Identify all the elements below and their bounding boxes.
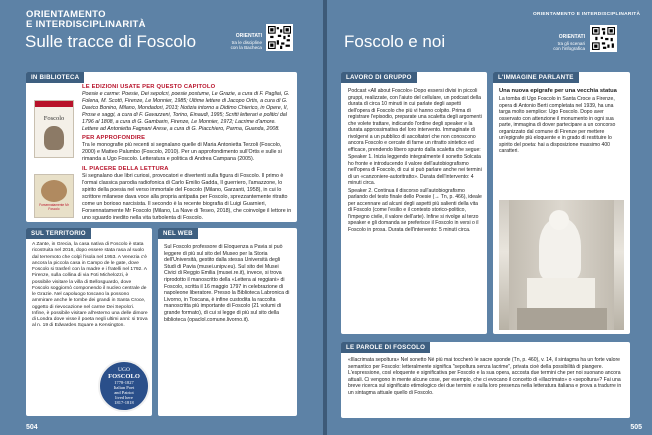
territorio-tab: SUL TERRITORIO <box>26 228 91 239</box>
left-kicker: ORIENTAMENTO E INTERDISCIPLINARITÀ <box>26 9 146 30</box>
immagine-heading: Una nuova epigrafe per una vecchia statua <box>499 88 617 94</box>
immagine-text: La tomba di Ugo Foscolo in Santa Croce a Firenze, opera di Antonio Berti completata nel 1939, ha una targa molto semplice: Ugo Foscolo. Dopo aver osservato con attenzione il monumento in ogni sua parte, immagina di dover partecipare a un concorso organizzato dal comune di Firenze per mettere un'epigrafe più eloquente e in grado di restituire lo spirito del poeta: hai a disposizione massimo 400 caratteri. <box>499 96 616 154</box>
book-cover-title: Forsennatamente Mr Foscolo <box>39 203 69 211</box>
gruppo-box <box>341 72 487 334</box>
qr-code-left[interactable] <box>266 24 293 51</box>
gruppo-tab: LAVORO DI GRUPPO <box>341 72 417 83</box>
page-number-left: 504 <box>26 424 38 431</box>
territorio-box <box>26 228 152 416</box>
biblioteca-tab: IN BIBLIOTECA <box>26 72 84 83</box>
section-text: Tra le monografie più recenti si segnalano quelle di Maria Antonietta Terzoli (Foscolo, 2000) e Matteo Palumbo (Foscolo, 2010). Per un approfondimento sull'Ortis e sulle si rimanda a Ugo Foscolo. Letteratura e politica di Andrea Campana (2005). <box>82 142 282 163</box>
immagine-box <box>493 72 630 334</box>
section-heading: LE EDIZIONI USATE PER QUESTO CAPITOLO <box>82 84 216 90</box>
gruppo-text: Podcast «All about Foscolo» Dopo essersi divisi in piccoli gruppi, realizzate, con l'aiuto del cellulare, un podcast della durata di circa 10 minuti in cui parlate degli aspetti dell'opera di Foscolo che più vi hanno colpito. Prima di registrare l'episodio, preparate una scaletta degli argomenti che volete trattare, indicando l'ordine degli speaker e la durata approssimativa del loro intervento. Immaginate di rivolgervi a un pubblico di ascoltatori che non conoscono ancora Foscolo e cercate di farne un ritratto sintetico ed efficace, prendendo libero spunto dalla scaletta che segue: <box>348 88 482 153</box>
web-text: Sul Foscolo professore di Eloquenza a Pavia si può leggere di più sul sito del Museo per la Storia dell'Università, gestito dalla stessa Università degli Studi di Pavia (musei.unipv.eu). Sul sito dei Musei Civici di Reggio Emilia (musei.re.it), invece, si trova riprodotto il manoscritto della «Lettera ai reggiani» di Foscolo, scritta il 16 maggio 1797 in celebrazione di napoleone liberatore. Presso la Biblioteca Labronica di Livorno, in Toscana, è infine custodita la raccolta manoscritta più importante di Foscolo (21 volumi di grande formato), di cui si legge di più sul sito della biblioteca (opaclol.comune.livorno.it). <box>164 244 290 323</box>
parole-tab: LE PAROLE DI FOSCOLO <box>341 342 430 353</box>
page-title-right: Foscolo e noi <box>344 32 446 51</box>
qr-note-left: ORIENTATI tra le discipline con la Bacheca <box>230 33 262 51</box>
immagine-tab: L'IMMAGINE PARLANTE <box>493 72 579 83</box>
section-heading: PER APPROFONDIRE <box>82 135 146 142</box>
page-number-right: 505 <box>630 424 642 431</box>
web-tab: NEL WEB <box>158 228 198 239</box>
qr-icon <box>268 26 291 49</box>
biblioteca-box <box>26 72 297 222</box>
parole-box <box>341 342 630 418</box>
territorio-text: A Zante, in Grecia, la casa nativa di Foscolo è stata ricostruita nel 2016, dopo essere stata rasa al suolo dal terremoto che colpì l'isola nel 1953. A Venezia c'è ancora la piccola casa in Campo de le gate, dove Foscolo si trasferì con la madre e i fratelli nel 1792. A Firenze, sulla collina di via Foti Michelozzi, è possibile visitare la villa di Bellosguardo, dove Foscolo soggiornò componendo il nucleo centrale de le Grazie. Nel capoluogo toscano la possono ammirare anche le tombe dei grandi in Santa Croce, oggetto di rievocazione nel carme Dei Sepolcri. Infine, è possibile visitare all'esterno una delle dimore di Londra dove visse il poeta negli ultimi anni: si trova al n. 19 di Edwardes Square a Kensington. <box>32 242 148 329</box>
qr-code-right[interactable] <box>590 25 617 52</box>
qr-icon <box>592 27 615 50</box>
foscolo-statue-photo <box>499 200 624 330</box>
qr-note-right: ORIENTATI tra gli scenari con l'infografica <box>553 34 585 52</box>
parole-text: «Illacrimata sepoltura» Nel sonetto Né più mai toccherò le sacre sponde (Tn, p. 460), v. 14, il sintagma ha un forte valore semantico per Foscolo: letteralmente significa "sepoltura senza lacrime", privata cioè della possibilità di piangere. L'espressione, così eloquente e significativa per Foscolo e la sua opera, accosta due termini che per noi suonano ancora attuali. Ci vengono in mente alcune cose, per esempio, che ci evocano il concetto di «illacrimato» o «sepoltura»? Fai una breve ricerca sul significato etimologico dei due termini e sulla loro presenza nella letteratura italiana e prova a tradurre in un sintagma attuale quello di Foscolo. <box>348 357 622 396</box>
book-cover-guarnieri <box>34 174 74 218</box>
right-kicker: ORIENTAMENTO E INTERDISCIPLINARITÀ <box>533 12 641 17</box>
page-title-left: Sulle tracce di Foscolo <box>25 32 197 51</box>
blue-plaque: UGO FOSCOLO 1778-1827 Italian Poet and Patriot lived here 1817-1818 <box>98 360 150 412</box>
speaker-1-text: Speaker 1. Inizia leggendo integralmente il sonetto Solcata ho fronte e introducendo il valore dell'autobiografismo nell'opera di Foscolo, di cui si può parlare anche nei termini di un «canzoniere-autoritratto». Durata dell'intervento: 4 minuti circa. <box>348 154 482 186</box>
book-cover-foscolo <box>34 100 74 158</box>
web-box <box>158 228 297 416</box>
speaker-2-text: Speaker 2. Continua il discorso sull'autobiografismo parlando del testo finale dello Poesie (→ Tn, p. 466), ideale per accennare ad alcuni degli aspetti più salienti della vita di Foscolo (come l'esilio e il contesto storico-politico, l'impegno civile, il valore dell'arte). Infine si rivolge al terzo speaker e gli domanda se preferisce il Foscolo in versi o il Foscolo in prosa. Durata dell'intervento: 5 minuti circa. <box>348 187 482 233</box>
right-page <box>327 0 652 435</box>
section-text: Si segnalano due libri curiosi, provocatori e divertenti sulla figura di Foscolo. Il primo è l'ormai classica parodia radiofonica di Carlo Emilio Gadda, Il guerriero, l'amazzone, lo spirito della poesia nel verso immortale del Foscolo (Milano, Garzanti, 1958), in cui lo scrittore milanese dava voce alla propria antipatia per Foscolo, sprezzantemente ritratto come un borioso narcisista. Il secondo è la recente biografia di Luigi Guarnieri, Forsennatamente Mr Foscolo (Milano, La Nave di Teseo, 2018), che coinvolge il lettore in uno sguardo inedito nella vita turbolenta di Foscolo. <box>82 173 292 221</box>
section-text: Poesie e carme: Poesie, Dei sepolcri, poesie postume, Le Grazie, a cura di F. Pagliai, G. Folena, M. Scotti, Firenze, Le Monnier, 1985; Ultime lettere di Jacopo Ortis, a cura di G. Davico Bonino, Milano, Mondadori, 2013; Notizia intorno a Didimo Chierico, in Opere, II, Prose e saggi, a cura di F. Gavazzeni, Torino, Einaudi, 1995; Scritti letterari e politici dal 1796 al 1808, a cura di G. Gambarin, Firenze, Le Monnier, 1972; Lacrime d'amore. Lettere ad Antonietta Fagnani Arese, a cura di G. Piacchiero, Parma, Guanda, 2008. <box>82 91 290 132</box>
left-page <box>0 0 323 435</box>
book-cover-title: Foscolo <box>43 115 65 122</box>
section-heading: IL PIACERE DELLA LETTURA <box>82 166 169 173</box>
